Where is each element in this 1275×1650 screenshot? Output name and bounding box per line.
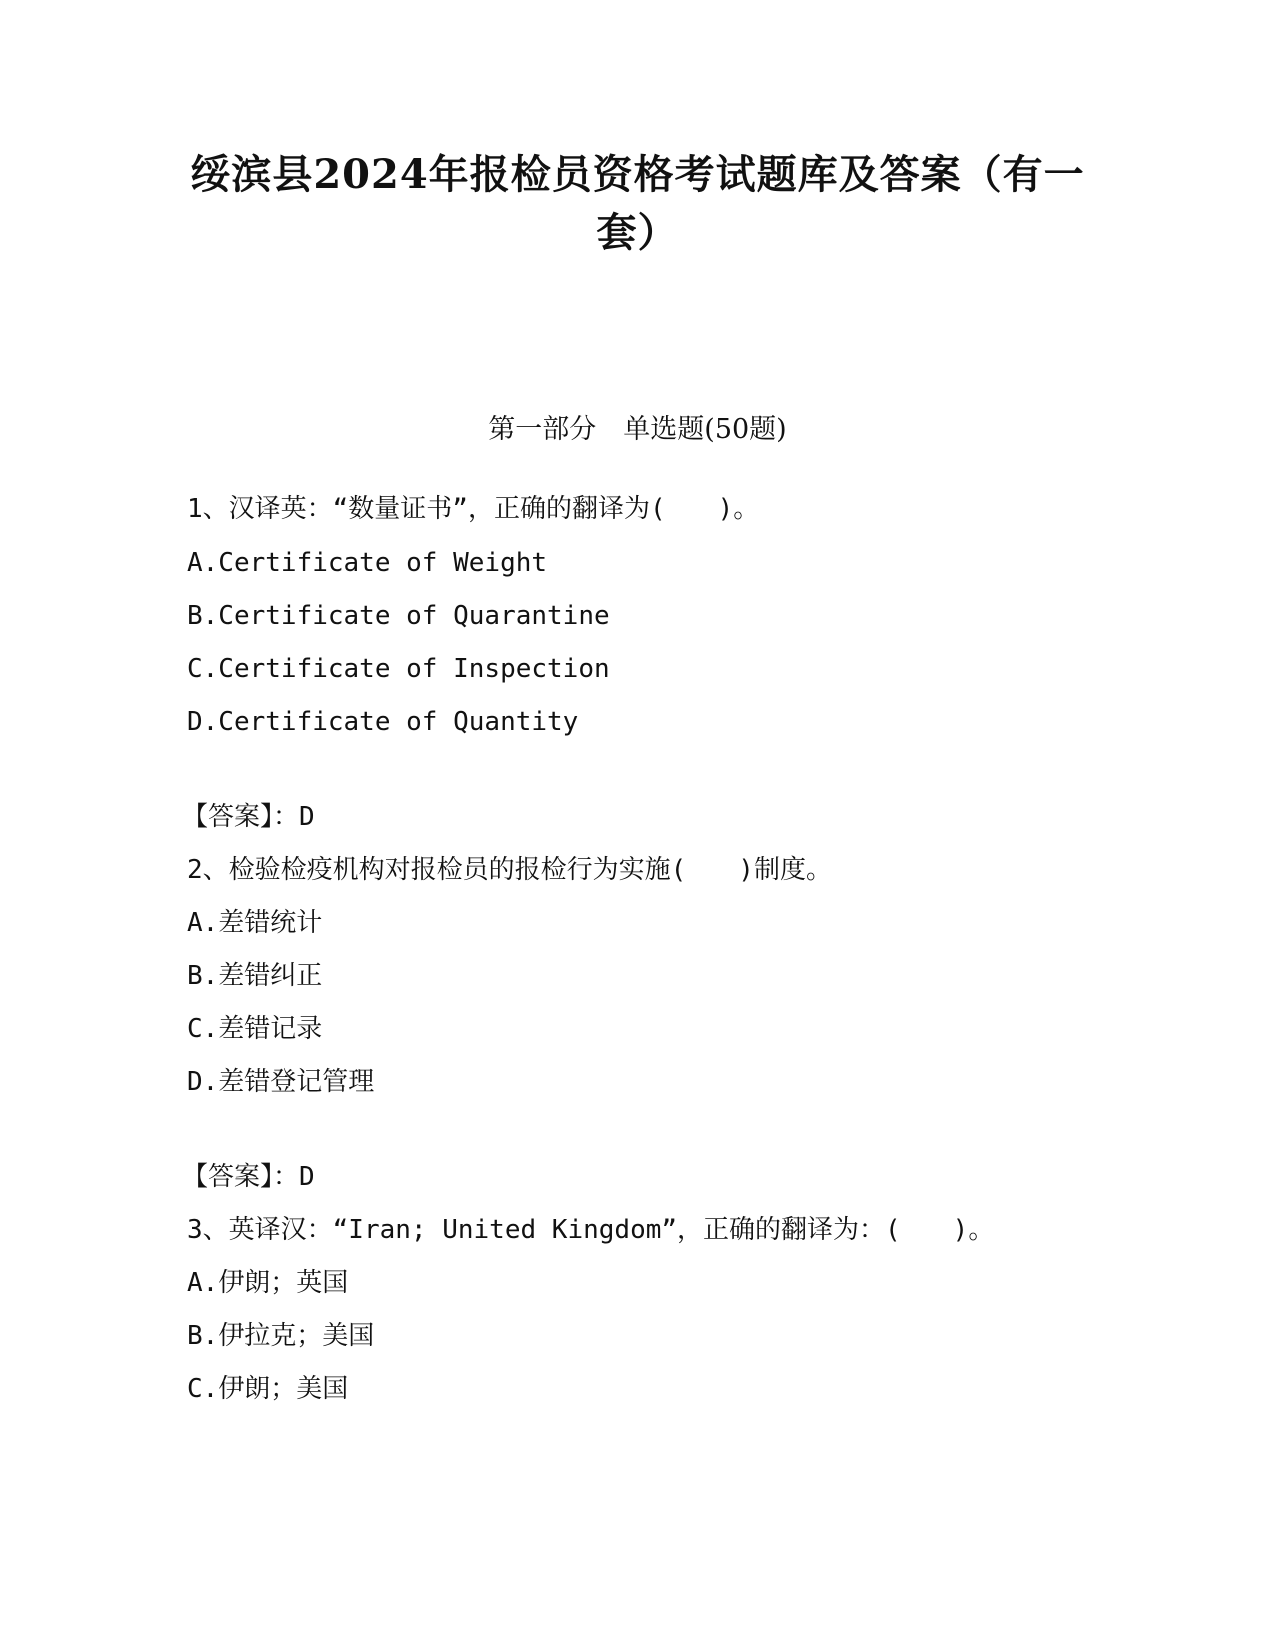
question-1-answer: 【答案】：D [182, 802, 315, 832]
question-1-option-c: C.Certificate of Inspection [187, 654, 610, 684]
question-3-option-b: B.伊拉克；美国 [187, 1321, 375, 1351]
question-1-stem: 1、汉译英：“数量证书”，正确的翻译为( )。 [187, 494, 760, 524]
question-2-answer: 【答案】：D [182, 1162, 315, 1192]
question-3-option-a: A.伊朗；英国 [187, 1268, 349, 1298]
question-2-option-c: C.差错记录 [187, 1014, 323, 1044]
question-2-option-d: D.差错登记管理 [187, 1067, 375, 1097]
document-title-line-1: 绥滨县2024年报检员资格考试题库及答案（有一 [190, 151, 1085, 198]
question-1-option-b: B.Certificate of Quarantine [187, 601, 610, 631]
question-3-option-c: C.伊朗；美国 [187, 1374, 349, 1404]
section-heading: 第一部分 单选题(50题) [488, 414, 787, 445]
document-title-line-2: 套） [596, 209, 679, 256]
question-1-option-d: D.Certificate of Quantity [187, 707, 579, 737]
document-title [170, 146, 1105, 262]
question-2-option-a: A.差错统计 [187, 908, 323, 938]
question-2-stem: 2、检验检疫机构对报检员的报检行为实施( )制度。 [187, 855, 832, 885]
question-3-stem: 3、英译汉：“Iran; United Kingdom”，正确的翻译为：( )。 [187, 1215, 995, 1245]
question-1-option-a: A.Certificate of Weight [187, 548, 548, 578]
question-2-option-b: B.差错纠正 [187, 961, 323, 991]
